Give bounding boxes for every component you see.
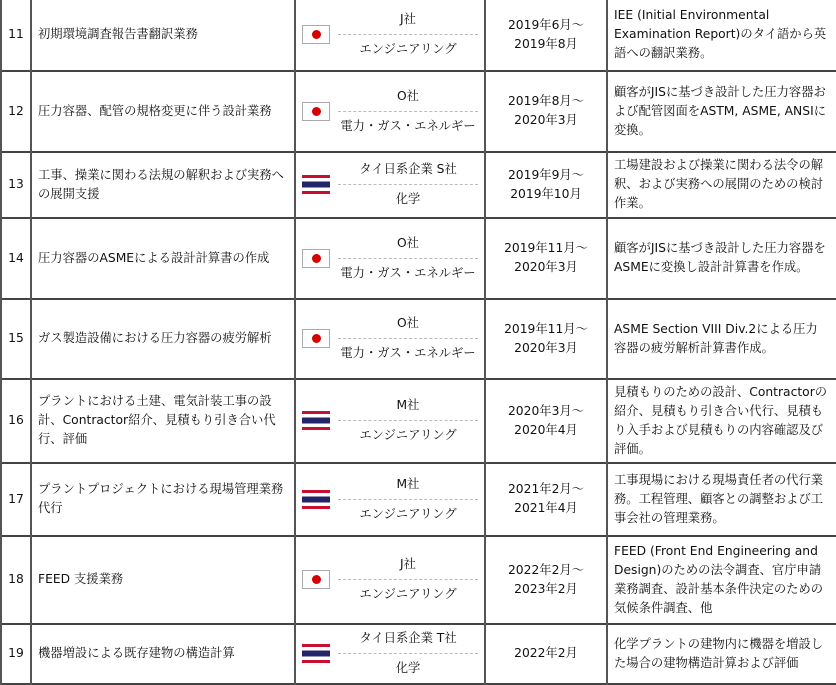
table-row <box>1 379 836 463</box>
project-description: 工場建設および操業に関わる法令の解釈、および実務への展開のための検討作業。 <box>607 152 836 218</box>
period-cell <box>485 379 607 463</box>
row-number: 11 <box>1 0 31 71</box>
period-start: 2019年6月～ <box>507 17 584 32</box>
client-industry: 電力・ガス・エネルギー <box>340 118 476 133</box>
row-number: 12 <box>1 71 31 152</box>
client-name: J社 <box>338 555 478 580</box>
table-row <box>1 624 836 684</box>
period-start: 2021年2月～ <box>507 482 584 496</box>
client-cell <box>295 218 485 299</box>
row-number: 15 <box>1 299 31 379</box>
client-cell <box>295 71 485 152</box>
client-industry: 化学 <box>395 661 421 675</box>
row-number: 17 <box>1 463 31 536</box>
client-name: M社 <box>338 475 478 500</box>
row-number: 14 <box>1 218 31 299</box>
period-end: 2020年3月 <box>514 260 578 274</box>
period-cell <box>485 463 607 536</box>
japan-flag-icon <box>302 249 330 268</box>
client-cell <box>295 536 485 624</box>
period-start: 2022年2月 <box>514 646 578 660</box>
client-industry: エンジニアリング <box>359 587 457 601</box>
client-cell <box>295 299 485 379</box>
table-row <box>1 536 836 624</box>
period-start: 2019年11月～ <box>504 241 588 255</box>
thailand-flag-icon <box>302 644 330 663</box>
project-title: 圧力容器のASMEによる設計計算書の作成 <box>31 218 295 299</box>
period-start: 2020年3月～ <box>507 403 584 418</box>
client-name: J社 <box>338 10 478 35</box>
period-start: 2019年11月～ <box>504 321 588 336</box>
project-title: 圧力容器、配管の規格変更に伴う設計業務 <box>31 71 295 152</box>
period-cell <box>485 536 607 624</box>
thailand-flag-icon <box>302 490 330 509</box>
client-name: M社 <box>338 396 478 421</box>
period-end: 2020年4月 <box>514 422 578 437</box>
client-name: タイ日系企業 T社 <box>338 629 478 654</box>
period-start: 2019年8月～ <box>507 94 584 108</box>
client-cell <box>295 379 485 463</box>
project-description: IEE (Initial Environmental Examination Report)のタイ語から英語への翻訳業務。 <box>607 0 836 71</box>
period-cell <box>485 218 607 299</box>
client-industry: 化学 <box>395 192 421 206</box>
row-number: 18 <box>1 536 31 624</box>
period-start: 2022年2月～ <box>507 562 584 577</box>
row-number: 16 <box>1 379 31 463</box>
period-cell <box>485 624 607 684</box>
japan-flag-icon <box>302 102 330 121</box>
thailand-flag-icon <box>302 175 330 194</box>
client-cell <box>295 624 485 684</box>
japan-flag-icon <box>302 329 330 348</box>
project-title: プラントプロジェクトにおける現場管理業務代行 <box>31 463 295 536</box>
client-name: O社 <box>338 234 478 259</box>
period-cell <box>485 71 607 152</box>
thailand-flag-icon <box>302 411 330 430</box>
japan-flag-icon <box>302 25 330 44</box>
table-row <box>1 299 836 379</box>
table-row <box>1 0 836 71</box>
project-title: ガス製造設備における圧力容器の疲労解析 <box>31 299 295 379</box>
project-description: FEED (Front End Engineering and Design)のための法令調査、官庁申請業務調査、設計基本条件決定のための気候条件調査、他 <box>607 536 836 624</box>
period-end: 2019年8月 <box>514 36 578 51</box>
client-industry: 電力・ガス・エネルギー <box>340 346 476 360</box>
project-description: 顧客がJISに基づき設計した圧力容器をASMEに変換し設計計算書を作成。 <box>607 218 836 299</box>
client-industry: エンジニアリング <box>359 428 457 442</box>
project-title: プラントにおける土建、電気計装工事の設計、Contractor紹介、見積もり引き合い代行、評価 <box>31 379 295 463</box>
japan-flag-icon <box>302 570 330 589</box>
client-industry: 電力・ガス・エネルギー <box>340 265 476 280</box>
client-industry: エンジニアリング <box>359 42 457 57</box>
period-start: 2019年9月～ <box>507 167 584 182</box>
period-cell <box>485 0 607 71</box>
table-row <box>1 71 836 152</box>
client-name: タイ日系企業 S社 <box>338 160 478 185</box>
project-description: 見積もりのための設計、Contractorの紹介、見積もり引き合い代行、見積もり入手および見積もりの内容確認及び評価。 <box>607 379 836 463</box>
table-row <box>1 152 836 218</box>
client-cell <box>295 463 485 536</box>
client-cell <box>295 0 485 71</box>
project-description: ASME Section VIII Div.2による圧力容器の疲労解析計算書作成。 <box>607 299 836 379</box>
table-row <box>1 463 836 536</box>
project-title: 機器増設による既存建物の構造計算 <box>31 624 295 684</box>
period-end: 2020年3月 <box>514 340 578 355</box>
project-title: 工事、操業に関わる法規の解釈および実務への展開支援 <box>31 152 295 218</box>
project-description: 顧客がJISに基づき設計した圧力容器および配管図面をASTM, ASME, ANSIに変換。 <box>607 71 836 152</box>
client-name: O社 <box>338 314 478 339</box>
project-description: 化学プラントの建物内に機器を増設した場合の建物構造計算および評価 <box>607 624 836 684</box>
period-end: 2019年10月 <box>510 186 582 201</box>
project-title: FEED 支援業務 <box>31 536 295 624</box>
period-end: 2021年4月 <box>514 501 578 515</box>
period-end: 2020年3月 <box>514 113 578 127</box>
period-cell <box>485 299 607 379</box>
project-title: 初期環境調査報告書翻訳業務 <box>31 0 295 71</box>
client-industry: エンジニアリング <box>359 506 457 521</box>
table-row <box>1 218 836 299</box>
period-cell <box>485 152 607 218</box>
client-name: O社 <box>338 87 478 112</box>
project-description: 工事現場における現場責任者の代行業務。工程管理、顧客との調整および工事会社の管理業務。 <box>607 463 836 536</box>
row-number: 13 <box>1 152 31 218</box>
client-cell <box>295 152 485 218</box>
row-number: 19 <box>1 624 31 684</box>
period-end: 2023年2月 <box>514 581 578 596</box>
